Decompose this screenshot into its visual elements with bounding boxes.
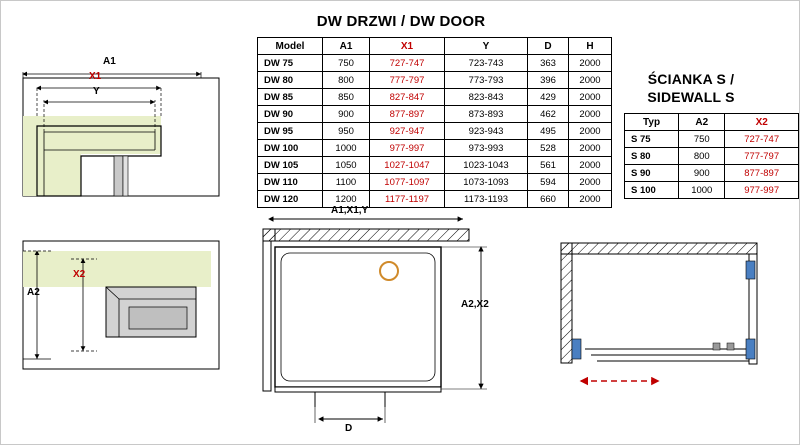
- cell-h: 2000: [569, 72, 612, 89]
- plan-view-right-svg: [541, 231, 791, 431]
- cell-x1: 1177-1197: [370, 191, 445, 208]
- label-y-detail: Y: [93, 86, 100, 97]
- col-y: Y: [445, 38, 528, 55]
- cell-model: DW 90: [258, 106, 323, 123]
- table-row: [625, 165, 799, 182]
- cell-x1: 877-897: [370, 106, 445, 123]
- sidewall-table: [624, 113, 799, 199]
- col-x2: X2: [725, 114, 799, 131]
- cell-x2: 777-797: [725, 148, 799, 165]
- cell-y: 823-843: [445, 89, 528, 106]
- detail-bottom-left: [11, 229, 236, 404]
- table-row: [258, 157, 612, 174]
- cell-a1: 1100: [323, 174, 370, 191]
- cell-a2: 900: [679, 165, 725, 182]
- col-model: Model: [258, 38, 323, 55]
- cell-model: DW 95: [258, 123, 323, 140]
- label-plan-d: D: [345, 423, 353, 434]
- label-a1-detail: A1: [103, 56, 116, 67]
- detail-bottom-left-svg: [11, 229, 236, 404]
- cell-h: 2000: [569, 89, 612, 106]
- col-h: H: [569, 38, 612, 55]
- cell-x2: 877-897: [725, 165, 799, 182]
- cell-model: DW 120: [258, 191, 323, 208]
- cell-a1: 1200: [323, 191, 370, 208]
- table-row: [258, 55, 612, 72]
- cell-y: 923-943: [445, 123, 528, 140]
- cell-model: DW 100: [258, 140, 323, 157]
- cell-y: 1073-1093: [445, 174, 528, 191]
- col-d: D: [528, 38, 569, 55]
- table-row: [625, 182, 799, 199]
- table-row: [258, 174, 612, 191]
- cell-typ: S 90: [625, 165, 679, 182]
- cell-y: 973-993: [445, 140, 528, 157]
- table-row: [258, 106, 612, 123]
- cell-x1: 1077-1097: [370, 174, 445, 191]
- table-header-row: [625, 114, 799, 131]
- col-a1: A1: [323, 38, 370, 55]
- cell-y: 873-893: [445, 106, 528, 123]
- label-plan-right-dim: A2,X2: [461, 299, 489, 310]
- cell-a1: 800: [323, 72, 370, 89]
- label-a2-detail: A2: [27, 287, 40, 298]
- cell-y: 1023-1043: [445, 157, 528, 174]
- cell-typ: S 75: [625, 131, 679, 148]
- cell-a1: 950: [323, 123, 370, 140]
- col-x1: X1: [370, 38, 445, 55]
- cell-d: 396: [528, 72, 569, 89]
- label-x2-detail: X2: [73, 269, 86, 280]
- cell-a1: 900: [323, 106, 370, 123]
- cell-x1: 1027-1047: [370, 157, 445, 174]
- label-plan-top-dim: A1,X1,Y: [331, 205, 369, 216]
- cell-d: 528: [528, 140, 569, 157]
- table-row: [258, 72, 612, 89]
- cell-a2: 800: [679, 148, 725, 165]
- cell-model: DW 110: [258, 174, 323, 191]
- table-row: [258, 191, 612, 208]
- door-table: [257, 37, 612, 208]
- table-row: [625, 148, 799, 165]
- table-row: [258, 140, 612, 157]
- cell-h: 2000: [569, 106, 612, 123]
- cell-h: 2000: [569, 174, 612, 191]
- sidewall-title-line1: ŚCIANKA S /: [647, 71, 735, 87]
- cell-h: 2000: [569, 157, 612, 174]
- cell-d: 561: [528, 157, 569, 174]
- cell-x1: 827-847: [370, 89, 445, 106]
- col-typ: Typ: [625, 114, 679, 131]
- cell-h: 2000: [569, 191, 612, 208]
- cell-x2: 727-747: [725, 131, 799, 148]
- cell-a2: 750: [679, 131, 725, 148]
- door-title: DW DRZWI / DW DOOR: [316, 13, 486, 30]
- cell-d: 594: [528, 174, 569, 191]
- cell-model: DW 105: [258, 157, 323, 174]
- table-row: [258, 89, 612, 106]
- cell-a2: 1000: [679, 182, 725, 199]
- cell-model: DW 75: [258, 55, 323, 72]
- cell-model: DW 85: [258, 89, 323, 106]
- cell-y: 1173-1193: [445, 191, 528, 208]
- plan-view-center: [249, 205, 499, 441]
- cell-a1: 1000: [323, 140, 370, 157]
- cell-y: 723-743: [445, 55, 528, 72]
- cell-h: 2000: [569, 123, 612, 140]
- cell-typ: S 80: [625, 148, 679, 165]
- cell-d: 429: [528, 89, 569, 106]
- cell-a1: 850: [323, 89, 370, 106]
- cell-d: 363: [528, 55, 569, 72]
- col-a2: A2: [679, 114, 725, 131]
- cell-x1: 977-997: [370, 140, 445, 157]
- cell-x1: 727-747: [370, 55, 445, 72]
- plan-view-svg: [249, 211, 499, 441]
- table-row: [625, 131, 799, 148]
- cell-h: 2000: [569, 55, 612, 72]
- cell-y: 773-793: [445, 72, 528, 89]
- cell-x1: 927-947: [370, 123, 445, 140]
- table-row: [258, 123, 612, 140]
- cell-typ: S 100: [625, 182, 679, 199]
- label-x1-detail: X1: [89, 71, 102, 82]
- cell-h: 2000: [569, 140, 612, 157]
- cell-a1: 1050: [323, 157, 370, 174]
- cell-x1: 777-797: [370, 72, 445, 89]
- detail-top-left-svg: [11, 56, 236, 206]
- cell-d: 495: [528, 123, 569, 140]
- plan-view-right: [541, 231, 791, 431]
- cell-a1: 750: [323, 55, 370, 72]
- cell-d: 660: [528, 191, 569, 208]
- table-header-row: [258, 38, 612, 55]
- detail-top-left: [11, 56, 236, 206]
- cell-model: DW 80: [258, 72, 323, 89]
- cell-d: 462: [528, 106, 569, 123]
- cell-x2: 977-997: [725, 182, 799, 199]
- sidewall-title-line2: SIDEWALL S: [647, 89, 735, 105]
